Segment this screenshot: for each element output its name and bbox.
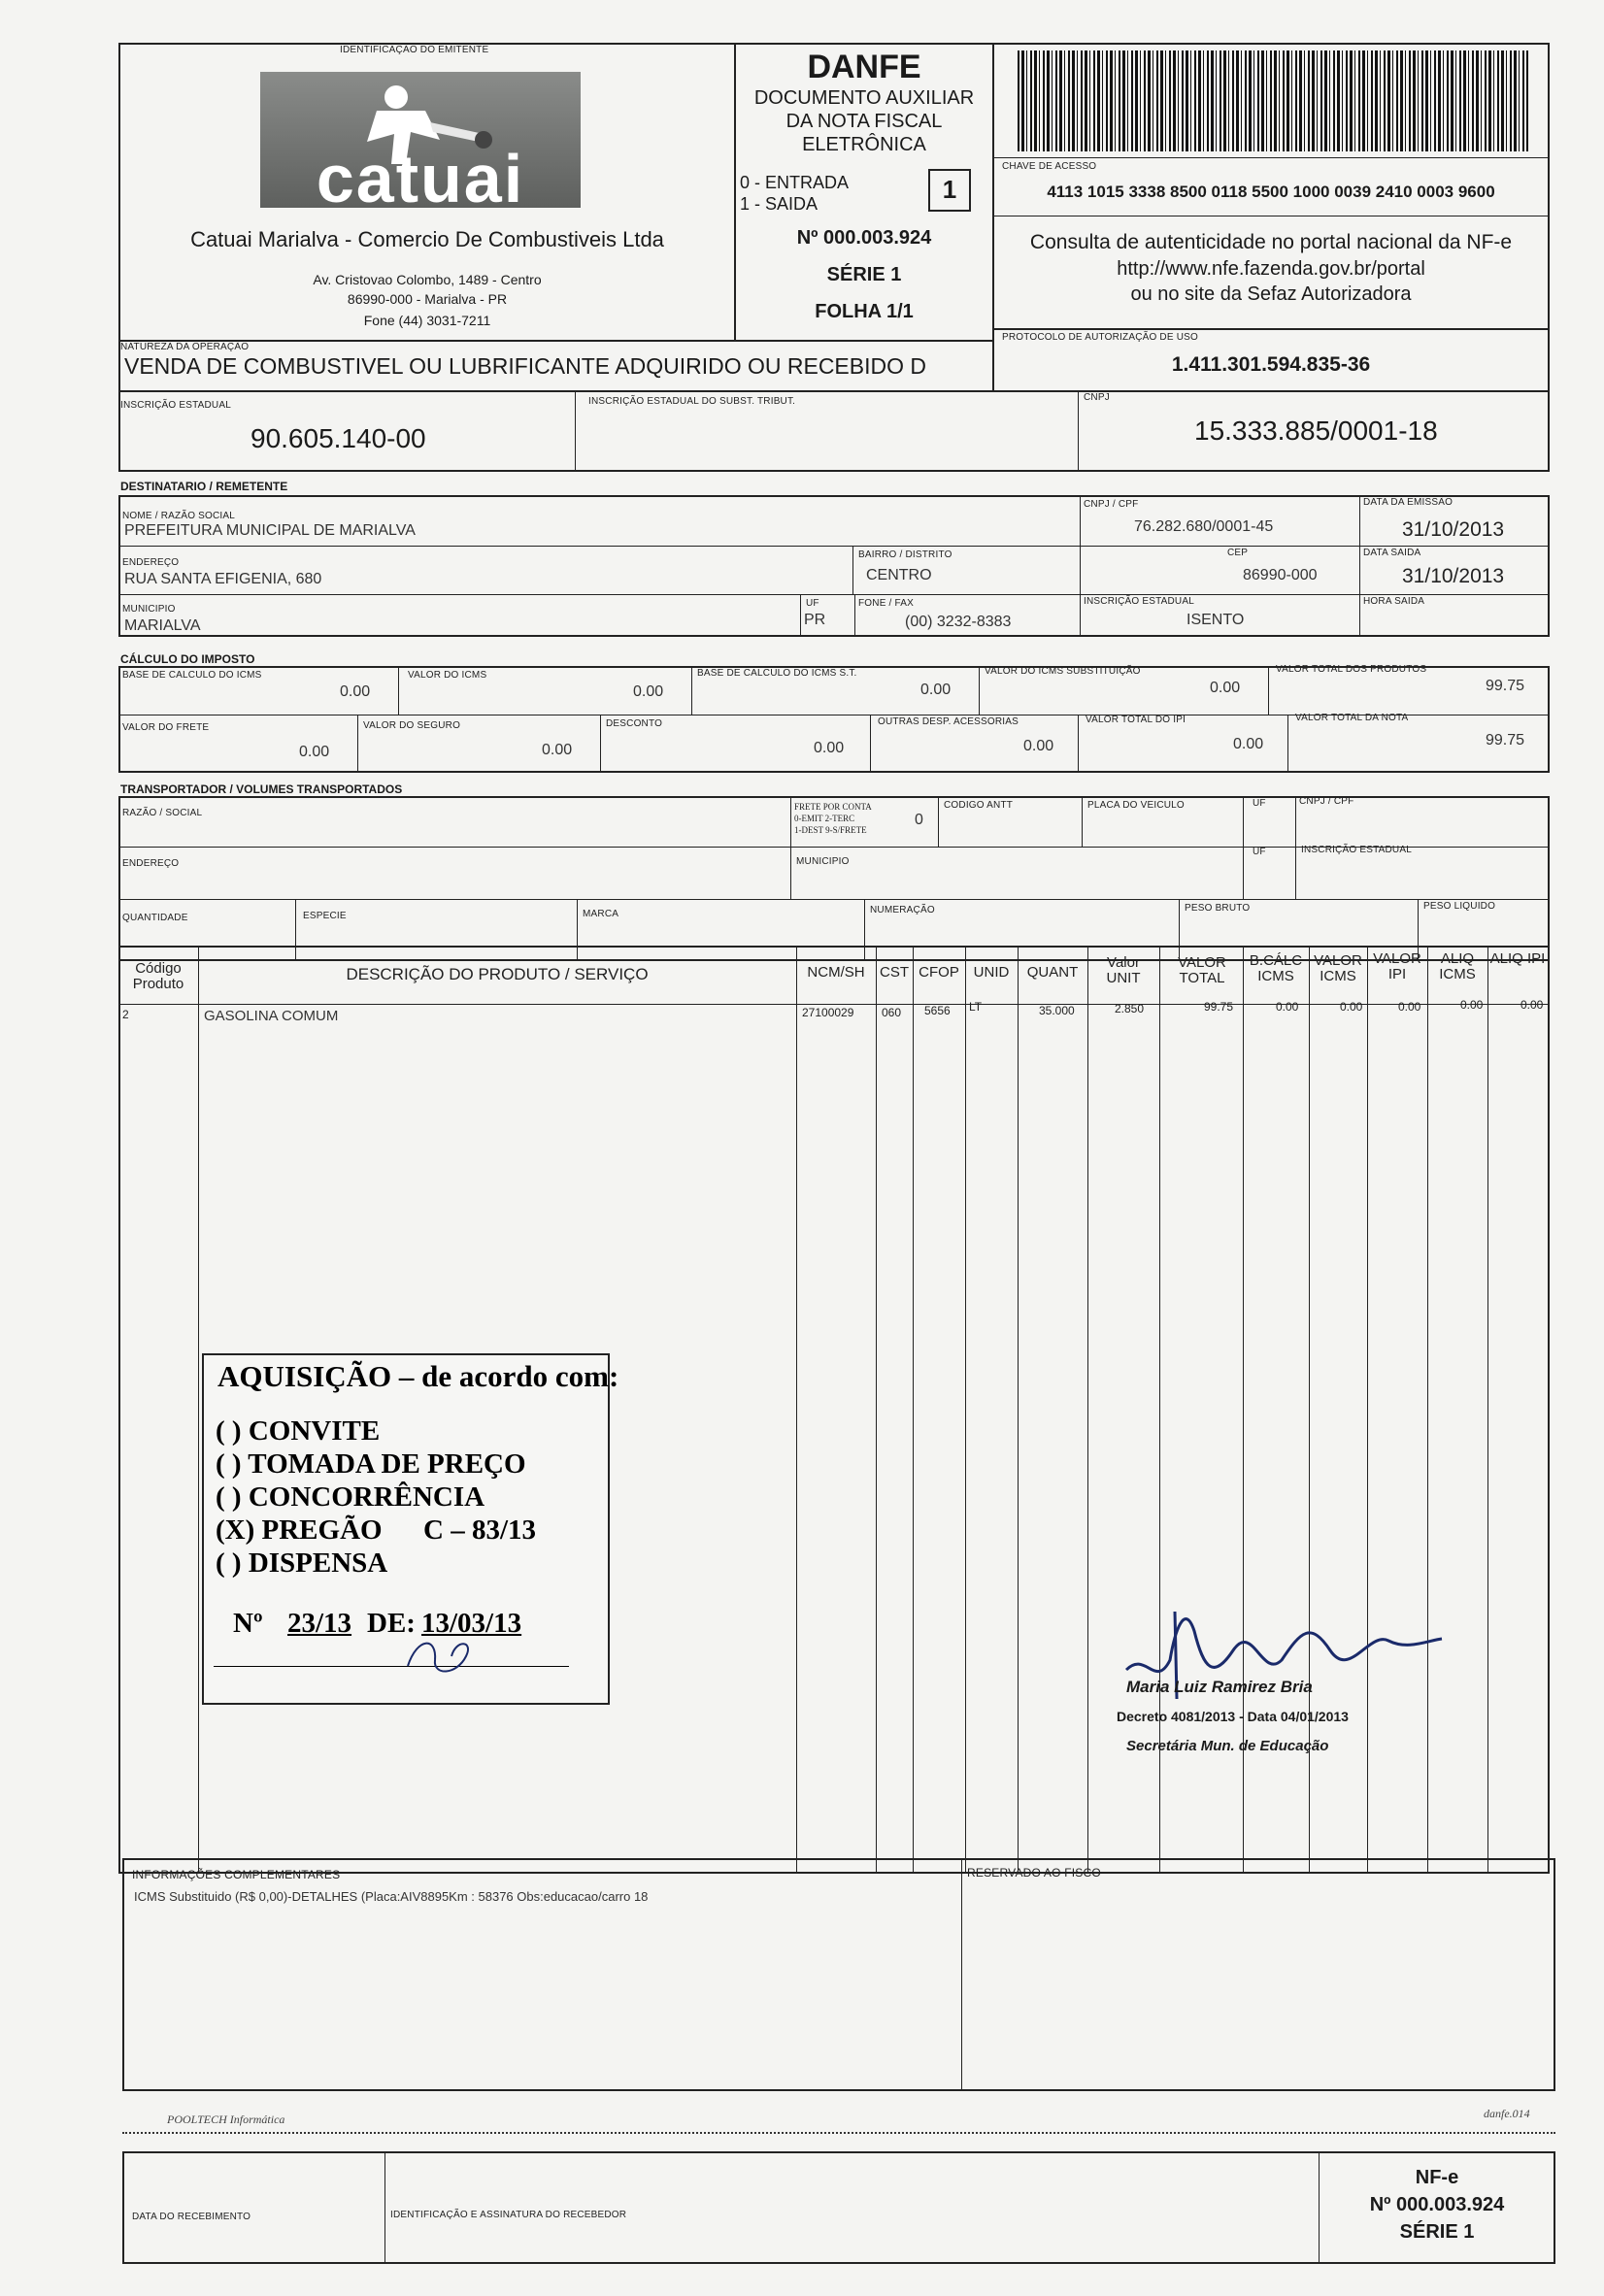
th-vtotal: VALOR TOTAL xyxy=(1178,954,1226,986)
desconto-label: DESCONTO xyxy=(606,718,663,729)
stamp-num: 23/13 xyxy=(287,1608,352,1639)
dest-row-divider-1 xyxy=(118,546,1550,547)
desconto-value: 0.00 xyxy=(814,740,845,756)
prod-col-unid xyxy=(965,946,966,1874)
signature-name: Maria Luiz Ramirez Bria xyxy=(1126,1678,1313,1696)
dest-cep-value: 86990-000 xyxy=(1243,567,1318,583)
transp-frete-label-3: 1-DEST 9-S/FRETE xyxy=(794,825,867,835)
stamp-concorrencia: ( ) CONCORRÊNCIA xyxy=(216,1481,485,1513)
transp-frete-label-2: 0-EMIT 2-TERC xyxy=(794,814,855,823)
prod-col-vtotal xyxy=(1159,946,1160,1874)
dest-cnpj-value: 76.282.680/0001-45 xyxy=(1134,518,1274,535)
dest-hora-label: HORA SAIDA xyxy=(1363,596,1425,607)
dest-col-uf xyxy=(800,594,801,637)
canhoto-col-1 xyxy=(384,2151,385,2264)
chave-label: CHAVE DE ACESSO xyxy=(1002,161,1097,172)
imp-col-2 xyxy=(691,666,692,715)
prod-col-vunit xyxy=(1087,946,1088,1874)
th-vunit: Valor UNIT xyxy=(1106,954,1141,986)
imp-col-3 xyxy=(979,666,980,715)
dest-row-divider-2 xyxy=(118,594,1550,595)
consulta-line-1: Consulta de autenticidade no portal nacional da NF-e xyxy=(1029,231,1513,253)
th-cst: CST xyxy=(880,964,909,981)
barcode-icon xyxy=(1018,50,1528,151)
prod-col-desc xyxy=(198,946,199,1874)
protocolo-label: PROTOCOLO DE AUTORIZAÇÃO DE USO xyxy=(1002,332,1198,343)
frete-label: VALOR DO FRETE xyxy=(122,722,210,733)
th-cfop: CFOP xyxy=(919,964,959,981)
transp-uf2-label: UF xyxy=(1253,847,1266,857)
row-vtotal: 99.75 xyxy=(1204,1000,1234,1014)
row-cfop: 5656 xyxy=(924,1004,951,1017)
stamp-signature-line xyxy=(214,1666,569,1667)
emitente-cnpj-label: CNPJ xyxy=(1084,392,1110,403)
th-vicms: VALOR ICMS xyxy=(1314,952,1362,984)
danfe-subtitle-2: DA NOTA FISCAL xyxy=(785,111,943,132)
v-nota-value: 99.75 xyxy=(1486,732,1525,749)
form-ref: danfe.014 xyxy=(1484,2107,1530,2120)
info-label: INFORMAÇÕES COMPLEMENTARES xyxy=(132,1868,341,1881)
row-descricao: GASOLINA COMUM xyxy=(204,1008,339,1024)
canhoto-nfe: NF-e xyxy=(1415,2167,1459,2188)
transp-placa-label: PLACA DO VEICULO xyxy=(1087,800,1185,811)
danfe-subtitle-3: ELETRÔNICA xyxy=(802,134,926,155)
transp-row-2 xyxy=(118,899,1550,900)
transp-col-uf xyxy=(1243,796,1244,899)
emitente-city: 86990-000 - Marialva - PR xyxy=(347,291,508,307)
transp-especie-label: ESPECIE xyxy=(303,911,347,921)
prod-col-vipi xyxy=(1367,946,1368,1874)
ident-receb-label: IDENTIFICAÇÃO E ASSINATURA DO RECEBEDOR xyxy=(390,2210,627,2220)
signature-decree: Decreto 4081/2013 - Data 04/01/2013 xyxy=(1117,1709,1349,1724)
th-ncm: NCM/SH xyxy=(807,964,865,981)
imp-col-9 xyxy=(1287,715,1288,773)
row-vicms: 0.00 xyxy=(1340,1000,1363,1014)
dest-endereco-label: ENDEREÇO xyxy=(122,557,180,568)
row-quant: 35.000 xyxy=(1039,1004,1075,1017)
bc-icms-value: 0.00 xyxy=(340,683,371,700)
dest-cnpj-label: CNPJ / CPF xyxy=(1084,499,1139,510)
v-icms-value: 0.00 xyxy=(633,683,664,700)
row-cst: 060 xyxy=(882,1006,902,1019)
imp-col-1 xyxy=(398,666,399,715)
row-vunit: 2.850 xyxy=(1115,1002,1145,1015)
seguro-value: 0.00 xyxy=(542,742,573,758)
stamp-de-label: DE: xyxy=(367,1608,416,1639)
th-aicms: ALIQ ICMS xyxy=(1439,950,1476,982)
transp-frete-label-1: FRETE POR CONTA xyxy=(794,802,872,812)
dest-emissao-value: 31/10/2013 xyxy=(1402,518,1505,541)
danfe-subtitle-1: DOCUMENTO AUXILIAR xyxy=(753,87,975,109)
transp-antt-label: CODIGO ANTT xyxy=(944,800,1014,811)
natureza-label: NATUREZA DA OPERAÇÃO xyxy=(120,342,250,352)
v-icms-label: VALOR DO ICMS xyxy=(408,670,487,681)
protocolo-value: 1.411.301.594.835-36 xyxy=(1171,353,1371,376)
dest-col-ie xyxy=(1080,594,1081,637)
th-vipi: VALOR IPI xyxy=(1373,950,1421,982)
stamp-de: 13/03/13 xyxy=(421,1608,522,1639)
imp-col-6 xyxy=(600,715,601,773)
dest-municipio-label: MUNICIPIO xyxy=(122,604,176,615)
adicionais-divider xyxy=(961,1858,962,2091)
dest-col-fone xyxy=(854,594,855,637)
th-quant: QUANT xyxy=(1026,964,1079,981)
logo-text: catuai xyxy=(316,141,525,216)
transp-col-antt xyxy=(938,796,939,847)
v-st-label: VALOR DO ICMS SUBSTITUIÇÃO xyxy=(985,666,1141,677)
emitente-phone: Fone (44) 3031-7211 xyxy=(363,313,491,328)
produtos-header-divider xyxy=(118,1004,1550,1005)
ipi-value: 0.00 xyxy=(1233,736,1264,752)
imp-col-8 xyxy=(1078,715,1079,773)
transp-endereco-label: ENDEREÇO xyxy=(122,858,180,869)
dest-fone-label: FONE / FAX xyxy=(858,598,915,609)
stamp-title: AQUISIÇÃO – de acordo com: xyxy=(217,1359,619,1393)
dest-emissao-label: DATA DA EMISSÃO xyxy=(1363,497,1454,508)
stamp-pregao-ref: C – 83/13 xyxy=(423,1514,536,1546)
row-aipi: 0.00 xyxy=(1520,998,1544,1012)
imp-col-5 xyxy=(357,715,358,773)
v-st-value: 0.00 xyxy=(1210,680,1241,696)
emitente-logo xyxy=(260,72,581,216)
stamp-tomada: ( ) TOMADA DE PREÇO xyxy=(216,1448,526,1480)
transp-uf-label: UF xyxy=(1253,798,1266,809)
row-ncm: 27100029 xyxy=(802,1006,854,1019)
bc-st-value: 0.00 xyxy=(920,682,952,698)
fisco-label: RESERVADO AO FISCO xyxy=(967,1866,1101,1880)
transp-peso-liq-label: PESO LIQUIDO xyxy=(1423,901,1496,912)
dest-bairro-value: CENTRO xyxy=(866,567,932,583)
prod-col-cfop xyxy=(913,946,914,1874)
dest-municipio-value: MARIALVA xyxy=(124,617,201,634)
dest-saida-value: 31/10/2013 xyxy=(1402,565,1505,587)
bc-st-label: BASE DE CALCULO DO ICMS S.T. xyxy=(697,668,857,679)
stamp-pregao: (X) PREGÃO xyxy=(216,1514,383,1546)
th-descricao: DESCRIÇÃO DO PRODUTO / SERVIÇO xyxy=(346,965,649,983)
emitente-section-label: IDENTIFICAÇÃO DO EMITENTE xyxy=(340,45,489,55)
ipi-label: VALOR TOTAL DO IPI xyxy=(1086,715,1186,725)
transportador-section-title: TRANSPORTADOR / VOLUMES TRANSPORTADOS xyxy=(120,782,403,796)
stamp-convite: ( ) CONVITE xyxy=(216,1415,381,1447)
v-prod-label: VALOR TOTAL DOS PRODUTOS xyxy=(1276,664,1427,675)
danfe-serie: SÉRIE 1 xyxy=(826,264,902,285)
dest-col-bairro xyxy=(852,546,853,594)
signature-role: Secretária Mun. de Educação xyxy=(1126,1738,1329,1754)
cut-line xyxy=(122,2132,1555,2134)
th-aipi: ALIQ IPI xyxy=(1489,950,1546,967)
software-credit: POOLTECH Informática xyxy=(167,2113,285,2126)
data-receb-label: DATA DO RECEBIMENTO xyxy=(132,2212,251,2222)
transp-cnpj-label: CNPJ / CPF xyxy=(1299,796,1354,807)
imp-col-7 xyxy=(870,715,871,773)
ie-divider-1 xyxy=(575,390,576,472)
dest-col-date xyxy=(1359,495,1360,637)
prod-col-bc xyxy=(1243,946,1244,1874)
dest-ie-value: ISENTO xyxy=(1186,612,1245,628)
bc-icms-label: BASE DE CALCULO DO ICMS xyxy=(122,670,262,681)
dest-nome-label: NOME / RAZÃO SOCIAL xyxy=(122,511,236,521)
danfe-folha: FOLHA 1/1 xyxy=(815,301,914,322)
transp-qtd-label: QUANTIDADE xyxy=(122,913,188,923)
chave-divider xyxy=(992,157,1550,158)
stamp-initials-icon xyxy=(398,1627,485,1685)
dest-uf-value: PR xyxy=(804,612,826,628)
consulta-line-3: ou no site da Sefaz Autorizadora xyxy=(1130,283,1412,305)
row-aicms: 0.00 xyxy=(1460,998,1484,1012)
transp-peso-bruto-label: PESO BRUTO xyxy=(1185,903,1251,914)
transp-marca-label: MARCA xyxy=(583,909,619,919)
destinatario-section-title: DESTINATARIO / REMETENTE xyxy=(120,480,288,493)
aquisicao-stamp xyxy=(202,1353,619,1705)
consulta-line-2: http://www.nfe.fazenda.gov.br/portal xyxy=(1117,258,1425,280)
stamp-num-label: Nº xyxy=(233,1608,263,1639)
transp-col-cnpj xyxy=(1295,796,1296,899)
chave-value: 4113 1015 3338 8500 0118 5500 1000 0039 2410 0003 9600 xyxy=(1047,183,1495,201)
ie-divider-2 xyxy=(1078,390,1079,472)
th-unid: UNID xyxy=(973,964,1010,981)
danfe-numero: Nº 000.003.924 xyxy=(796,227,932,249)
natureza-value: VENDA DE COMBUSTIVEL OU LUBRIFICANTE ADQUIRIDO OU RECEBIDO D xyxy=(124,353,927,379)
prod-col-aipi xyxy=(1487,946,1488,1874)
row-bc: 0.00 xyxy=(1276,1000,1299,1014)
danfe-saida: 1 - SAIDA xyxy=(740,194,819,214)
transp-frete-value: 0 xyxy=(915,812,923,828)
seguro-label: VALOR DO SEGURO xyxy=(363,720,461,731)
row-unid: LT xyxy=(969,1000,983,1014)
dest-col-cnpj xyxy=(1080,495,1081,594)
ie-value: 90.605.140-00 xyxy=(251,423,426,453)
row-vipi: 0.00 xyxy=(1398,1000,1421,1014)
dest-bairro-label: BAIRRO / DISTRITO xyxy=(858,549,952,560)
v-prod-value: 99.75 xyxy=(1486,678,1525,694)
canhoto-serie: SÉRIE 1 xyxy=(1399,2221,1475,2243)
signature-scribble-icon xyxy=(1117,1592,1447,1718)
v-nota-label: VALOR TOTAL DA NOTA xyxy=(1295,713,1409,723)
dest-nome-value: PREFEITURA MUNICIPAL DE MARIALVA xyxy=(124,522,416,539)
imp-col-4 xyxy=(1268,666,1269,715)
danfe-tipo: 1 xyxy=(942,175,957,204)
prod-col-ncm xyxy=(796,946,797,1874)
dest-endereco-value: RUA SANTA EFIGENIA, 680 xyxy=(124,571,322,587)
dest-ie-label: INSCRIÇÃO ESTADUAL xyxy=(1084,596,1194,607)
dest-uf-label: UF xyxy=(806,598,819,609)
emitente-address: Av. Cristovao Colombo, 1489 - Centro xyxy=(313,272,542,287)
prod-col-vicms xyxy=(1309,946,1310,1874)
transp-razao-label: RAZÃO / SOCIAL xyxy=(122,808,203,818)
emitente-name: Catuai Marialva - Comercio De Combustiveis Ltda xyxy=(190,227,664,251)
transp-col-placa xyxy=(1082,796,1083,847)
outras-value: 0.00 xyxy=(1023,738,1054,754)
ie-st-label: INSCRIÇÃO ESTADUAL DO SUBST. TRIBUT. xyxy=(588,396,796,407)
destinatario-box xyxy=(118,495,1550,637)
canhoto-numero: Nº 000.003.924 xyxy=(1369,2194,1505,2215)
danfe-title: DANFE xyxy=(807,49,921,85)
imposto-section-title: CÁLCULO DO IMPOSTO xyxy=(120,652,255,666)
prod-col-quant xyxy=(1018,946,1019,1874)
transp-numeracao-label: NUMERAÇÃO xyxy=(870,905,935,915)
danfe-entrada: 0 - ENTRADA xyxy=(740,173,850,192)
outras-label: OUTRAS DESP. ACESSORIAS xyxy=(878,716,1019,727)
dest-fone-value: (00) 3232-8383 xyxy=(905,614,1012,630)
row-codigo: 2 xyxy=(122,1008,129,1021)
th-codigo: Código Produto xyxy=(132,960,184,992)
ie-label: INSCRIÇÃO ESTADUAL xyxy=(120,400,231,411)
prod-col-cst xyxy=(876,946,877,1874)
transp-municipio-label: MUNICIPIO xyxy=(796,856,850,867)
emitente-cnpj-value: 15.333.885/0001-18 xyxy=(1194,416,1438,446)
prod-col-aicms xyxy=(1427,946,1428,1874)
dest-cep-label: CEP xyxy=(1227,548,1249,558)
info-value: ICMS Substituido (R$ 0,00)-DETALHES (Placa:AIV8895Km : 58376 Obs:educacao/carro 18 xyxy=(134,1889,649,1904)
dest-saida-label: DATA SAIDA xyxy=(1363,548,1421,558)
frete-value: 0.00 xyxy=(299,744,330,760)
th-bc: B.CÁLC ICMS xyxy=(1249,952,1303,984)
stamp-dispensa: ( ) DISPENSA xyxy=(216,1547,388,1579)
transp-col-frete xyxy=(790,796,791,899)
transp-ie-label: INSCRIÇÃO ESTADUAL xyxy=(1301,845,1412,855)
